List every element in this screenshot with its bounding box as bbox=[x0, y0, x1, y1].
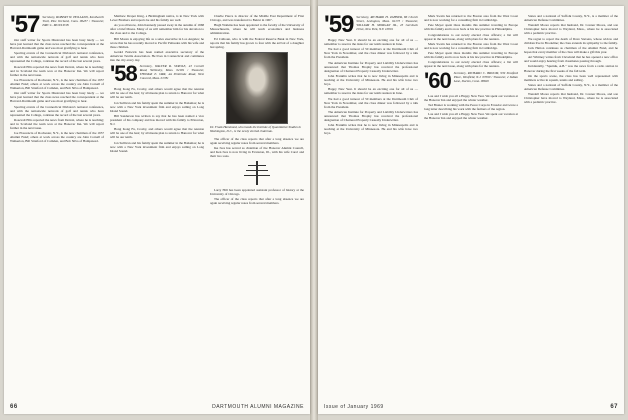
portrait-photo bbox=[226, 52, 288, 124]
paragraph: Bill Moran is enjoying life as a sales executive in Los Angeles; he wrote that he has recently moved to Pacific Palisades with his wife and three children. bbox=[110, 36, 204, 49]
magazine-title: DARTMOUTH ALUMNI MAGAZINE bbox=[212, 404, 304, 410]
paragraph: Art Whitney writes from Cleveland that he has opened a new office and would enjoy hearing from classmates passing through. bbox=[524, 55, 618, 64]
paragraph: Mark Swain has returned to the Boston area from the West Coast and is now working for a consulting firm in Cambridge. bbox=[424, 14, 518, 23]
paragraph: Joe Plascencia of Rochester, N.Y., is the new chairman of the 1957 Alumni Fund; others at work across the country are John Cornell of Walkerton, Bill Stratford of Camden, and Bob Silva of Hampstead. bbox=[10, 77, 104, 91]
paragraph: The officer of the class reports that after a long absence we are again receiving regular notes from several members. bbox=[210, 197, 304, 206]
class-year: '57 bbox=[10, 11, 40, 38]
left-column-3 bbox=[210, 14, 304, 207]
paragraph: States and a national of Suffolk County, N.Y., is a member of the American Defense Committee. bbox=[524, 83, 618, 92]
paragraph: Gerald Fenwick has been named executive secretary of the American Textile Association. He lives in Connecticut and commutes into the city every day. bbox=[110, 49, 204, 63]
paragraph: Wendell Moore reports that husband, Dr. Conner Moore, and son Christopher have moved to Wayland, Mass., where he is associated with a pediatric practice. bbox=[524, 92, 618, 105]
paragraph: On the sports scene, the class has been well represented with members active in squash, tennis and sailing. bbox=[524, 73, 618, 82]
paragraph: The American Institute for Property and Liability Underwriters has announced that Thomas Brophy has received the professional designation of Chartered Property Casualty Underwriter. bbox=[324, 109, 418, 122]
class-year: '60 bbox=[424, 67, 451, 93]
paragraph: Lou and I wish you all a Happy New Year. We spent our vacation at the Hanover Inn and enjoyed the winter weather. bbox=[424, 112, 518, 121]
paragraph: Rosevalt Ellis reported the news from Detroit, where he is teaching; and in Scotland the team won at the Hanover Inn. We will report further in the next issue. bbox=[10, 64, 104, 77]
paragraph: Ed Calhoun, who is with the Federal Reserve Bank in New York, reports that his family has grown to four with the arrival of a daughter last spring. bbox=[210, 36, 304, 49]
class-heading-59 bbox=[324, 11, 418, 38]
paragraph: John Franklin writes that he is now living in Minneapolis and is teaching at the University of Minnesota. He and his wife have two boys. bbox=[324, 73, 418, 87]
paragraph: The American Institute for Property and Liability Underwriters has announced that Thomas Brophy has received the professional designation of Chartered Property Casualty Underwriter. bbox=[324, 60, 418, 73]
paragraph: Hong Kong Fu, Crosby, and others would agree that the reunion will be one of the best; by all means plan to return to Hanover for what will be our tenth. bbox=[110, 127, 204, 140]
paragraph: States and a national of Suffolk County, N.Y., is a member of the American Defense Committee. bbox=[524, 14, 618, 23]
paragraph: Our staff writer for Sports Illustrated has been busy lately — we have just learned that the class news reached the correspondent at the Harvard-Dartmouth game and was most gratifying to hear. bbox=[10, 38, 104, 51]
paragraph: Rosevalt Ellis reported the news from Detroit, where he is teaching; and in Scotland the team won at the Hanover Inn. We will report further in the next issue. bbox=[10, 117, 104, 131]
paragraph: John Franklin writes that he is now living in Minneapolis and is teaching at the University of Minnesota. He and his wife have two boys. bbox=[324, 123, 418, 136]
paragraph: Larry Hill has been appointed assistant professor of history at the University of Chicago. bbox=[210, 187, 304, 197]
paragraph: Mark Swain has returned to the Boston area from the West Coast and is now working for a consulting firm in Cambridge. bbox=[424, 41, 518, 50]
class-officers: Secretary, WALTER R. STROLE, 43 Cornell Road, Wellesley, Mass. 02181 / Treasurer, THOMAS E. ORR, 4A Pembroke Road, West Concord, Mass. 01781 bbox=[139, 64, 204, 80]
paragraph: Wendell Moore reports that husband, Dr. Conner Moore, and son Christopher have moved to Wayland, Mass., where he is associated with a pediatric practice. bbox=[524, 23, 618, 36]
left-column-2 bbox=[110, 14, 204, 154]
paragraph: Hugh Watkins has been appointed to the faculty of the University of Massachusetts, where he will teach economics and business administration. bbox=[210, 23, 304, 36]
paragraph: Matthew Draper King, a Birmingham native, is in New York with Lever Brothers and reports he and his family are well. bbox=[110, 14, 204, 23]
paragraph: Charlie Pierce is director of the Middle East Department of First Chicago, and was transferred to Beirut in 1967. bbox=[210, 14, 304, 23]
page-number: 66 bbox=[10, 404, 18, 410]
paragraph: Hong Kong Fu, Crosby, and others would agree that the reunion will be one of the best; by all means plan to return to Hanover for what will be our tenth. bbox=[110, 87, 204, 100]
left-page bbox=[4, 6, 310, 414]
paragraph: Lou and I wish you all a Happy New Year. We spent our vacation at the Hanover Inn and enjoyed the winter weather. bbox=[424, 93, 518, 102]
right-column-1 bbox=[324, 11, 418, 137]
photo-caption: Dr. Frank Hammond, who heads the Institute of Quantitative Studies in Washington, D.C., is the newly elected chairman. bbox=[210, 124, 302, 133]
class-heading-60 bbox=[424, 67, 518, 93]
class-heading-57 bbox=[10, 11, 104, 38]
paragraph: Pete Meyer spent three months this summer traveling in Europe with his family and is now back at his law practice in Philadelphia. bbox=[424, 23, 518, 32]
paragraph: We had a good turnout of 50 members at the Dartmouth Club of New York in November, and the class dinner was followed by a talk from the President. bbox=[324, 47, 418, 60]
paragraph: Congratulations to our newly elected class officers; a list will appear in the next issue, along with plans for the reunion. bbox=[424, 60, 518, 69]
paragraph: Congratulations to our newly elected class officers; a list will appear in the next issue, along with plans for the reunion. bbox=[424, 32, 518, 41]
issue-date: Issue of January 1969 bbox=[324, 404, 384, 410]
paragraph: Sporting events of the Connecticut Division's national conference, and with the nationwide network of golf and tennis who have represented the College, continue the record of the last several years. bbox=[10, 104, 104, 117]
right-column-2 bbox=[424, 14, 518, 122]
paragraph: Sporting events of the Connecticut Division's national conference, and with the nationwide network of golf and tennis who have represented the College, continue the record of the last several years. bbox=[10, 51, 104, 64]
class-heading-58 bbox=[110, 63, 204, 85]
paragraph: Happy New Year. It should be an exciting one for all of us — remember to reserve the dates for our tenth reunion in June. bbox=[324, 38, 418, 47]
paragraph: Incidentally, "Sputnik, A.B." was the news from a radio station in Hanover during the first weeks of the fall term. bbox=[524, 64, 618, 73]
paragraph: We had a good turnout of 50 members at the Dartmouth Club of New York in November, and the class dinner was followed by a talk from the President. bbox=[324, 96, 418, 109]
page-gutter bbox=[310, 0, 318, 420]
class-officers: Secretary, ROBERT W. HOLLAND, Kenilworth Trail, Pine Orchard, Conn. 06437 / Treasurer, ERIC L. MOULTON bbox=[42, 15, 104, 27]
paragraph: Jon Sullivan and his family spent the summer in the Bahamas; he is now with a New York investment firm and enjoys sailing on Long Island Sound. bbox=[110, 140, 204, 153]
right-page bbox=[318, 6, 624, 414]
right-column-3 bbox=[524, 14, 618, 106]
page-footer bbox=[324, 404, 618, 410]
class-year: '59 bbox=[324, 11, 354, 38]
left-column-1 bbox=[10, 11, 104, 145]
paragraph: Bill Sanderson has written to say that he has been named a vice president of his company and has moved with his family to Princeton, N.J. bbox=[110, 113, 204, 127]
paragraph: We regret to report the death of Dave Stevens, whose widow and children live in Brookline; the class extends its sympathy to the family. bbox=[524, 36, 618, 45]
paragraph: Happy New Year. It should be an exciting one for all of us — remember to reserve the dates for our tenth reunion in June. bbox=[324, 87, 418, 96]
paragraph: As you all know, John Kennedy passed away in the autumn of 1968 after a brief illness. Many of us will remember him for his devotion to the class and to the College. bbox=[110, 23, 204, 36]
paragraph: The officer of the class reports that after a long absence we are again receiving regular notes from several members. bbox=[210, 136, 304, 145]
class-officers: Secretary, RICHARD H. ZAHNER, 86 Church Street, Lexington, Mass. 02173 / Treasurer, WILLIAM H. MORGAN JR., 25 Gershwin Drive, New York, N.Y. 10001 bbox=[356, 15, 418, 31]
page-footer bbox=[10, 404, 304, 410]
paragraph: Pete Meyer spent three months this summer traveling in Europe with his family and is now back at his law practice in Philadelphia. bbox=[424, 51, 518, 60]
paragraph: Our staff writer for Sports Illustrated has been busy lately — we have just learned that the class news reached the correspondent at the Harvard-Dartmouth game and was most gratifying to hear. bbox=[10, 91, 104, 104]
paragraph: Ike Ives has served as chairman of the Hanover Alumni Council, and Ken Ives is now living in Evanston, Ill., with his wife Carol and their two sons. bbox=[210, 145, 304, 158]
class-year: '58 bbox=[110, 61, 137, 87]
page-number: 67 bbox=[610, 404, 618, 410]
paragraph: Joe Plascencia of Rochester, N.Y., is the new chairman of the 1957 Alumni Fund; others at work across the country are John Cornell of Walkerton, Bill Stratford of Camden, and Bob Silva of Hampstead. bbox=[10, 131, 104, 144]
paragraph: Jon Sullivan and his family spent the summer in the Bahamas; he is now with a New York investment firm and enjoys sailing on Long Island Sound. bbox=[110, 100, 204, 113]
paragraph: Jack Hatton continues as chairman of the Alumni Fund, and he hopes that every member of the class will make a gift this year. bbox=[524, 45, 618, 54]
tree-illustration bbox=[242, 161, 272, 185]
paragraph: Ted Bruner is working with the Peace Corps in Ecuador and wrote a long letter describing his work with the farmers of the region. bbox=[424, 102, 518, 112]
class-officers: Secretary, RICHARD C. BROOM, 939 Stratford Place, Westfield, N.J. 07090 / Treasurer, 2 Indian Lane, Darien, Conn. 06820 bbox=[453, 70, 518, 83]
